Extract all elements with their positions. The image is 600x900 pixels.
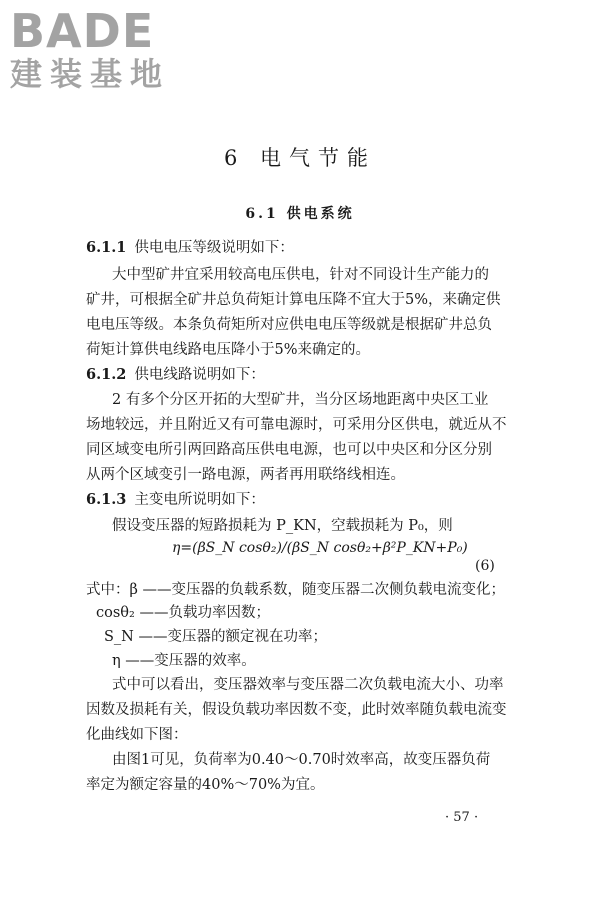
item-number: 6.1.3 [86,491,127,508]
para1-line: 大中型矿井宜采用较高电压供电，针对不同设计生产能力的 [112,267,489,283]
item-number: 6.1.1 [86,239,127,256]
para2-line: 同区域变电所引两回路高压供电电源，也可以中央区和分区分别 [86,442,492,458]
definition-line: S_N ——变压器的额定视在功率； [104,629,327,645]
para4-line: 式中可以看出，变压器效率与变压器二次负载电流大小、功率 [112,677,504,693]
efficiency-formula: η=(βS_N cosθ₂)/(βS_N cosθ₂+β²P_KN+P₀) [172,540,468,556]
item-text: 供电线路说明如下： [134,367,265,383]
para3-intro: 假设变压器的短路损耗为 P_KN，空载损耗为 P₀，则 [112,518,453,534]
definition-line: 式中：β ——变压器的负载系数，随变压器二次侧负载电流变化； [86,582,505,598]
para5-line: 由图1可见，负荷率为0.40～0.70时效率高，故变压器负荷 [112,752,491,768]
para1-line: 荷矩计算供电线路电压降小于5%来确定的。 [86,342,371,358]
para2-line: 场地较远，并且附近又有可靠电源时，可采用分区供电，就近从不 [86,417,507,433]
para1-line: 电电压等级。本条负荷矩所对应供电电压等级就是根据矿井总负 [86,317,492,333]
item-6-1-1 [86,238,294,258]
item-6-1-2 [86,365,265,385]
para5-line: 率定为额定容量的40%～70%为宜。 [86,777,325,793]
section-title: 6.1 供电系统 [245,206,355,222]
definition-line: η ——变压器的效率。 [112,653,256,669]
logo-subtitle: 建装基地 [10,55,171,93]
logo-mark: BADE [10,4,155,58]
definition-line: cosθ₂ ——负载功率因数； [96,605,270,621]
para2-line: 从两个区域变引一路电源，两者再用联络线相连。 [86,467,405,483]
item-number: 6.1.2 [86,366,127,383]
item-text: 主变电所说明如下： [134,492,265,508]
para1-line: 矿井，可根据全矿井总负荷矩计算电压降不宜大于5%，来确定供 [86,292,501,308]
item-text: 供电电压等级说明如下： [134,240,294,256]
item-6-1-3 [86,490,265,510]
logo [10,6,180,92]
para4-line: 化曲线如下图： [86,727,188,743]
page-number: · 57 · [445,810,479,825]
para2-line: 2 有多个分区开拓的大型矿井，当分区场地距离中央区工业 [112,392,489,408]
chapter-title: 6 电气节能 [223,146,377,170]
equation-number: (6) [475,558,495,574]
para4-line: 因数及损耗有关，假设负载功率因数不变，此时效率随负载电流变 [86,702,507,718]
